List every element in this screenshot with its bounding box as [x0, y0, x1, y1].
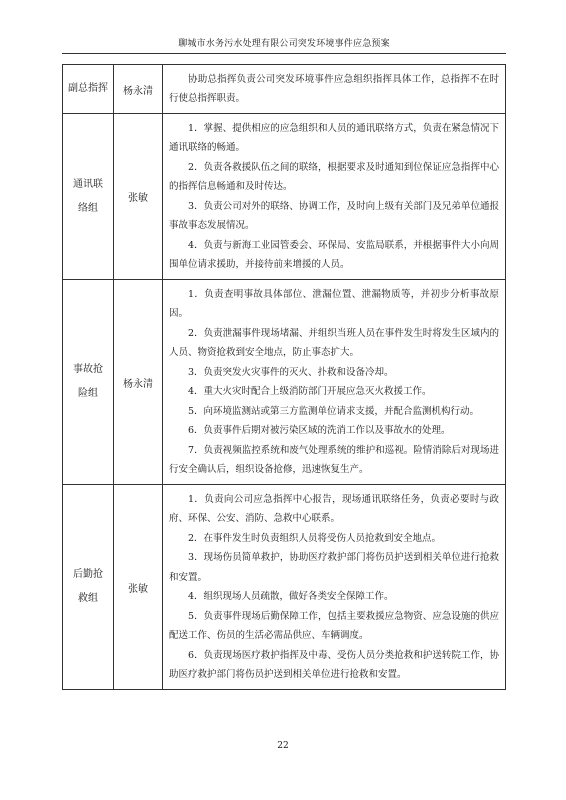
duty-item: 2．负责泄漏事件现场堵漏、并组织当班人员在事件发生时将发生区域内的人员、物资抢救到安全地点，防止事态扩大。 — [169, 327, 499, 358]
duty-item: 1．负责向公司应急指挥中心报告，现场通讯联络任务，负责必要时与政府、环保、公安、消防、急救中心联系。 — [169, 493, 499, 524]
person-cell: 张敏 — [114, 114, 163, 280]
duties-cell — [163, 280, 506, 485]
person-cell: 张敏 — [114, 485, 163, 690]
duty-item: 6．负责事件后期对被污染区域的洗消工作以及事故水的处理。 — [188, 425, 451, 436]
table-row — [63, 65, 506, 114]
page-number: 22 — [277, 741, 289, 751]
duty-item: 2．负责各救援队伍之间的联络，根据要求及时通知到位保证应急指挥中心的指挥信息畅通和及时传达。 — [169, 161, 499, 192]
duty-item: 6．负责现场医疗救护指挥及中毒、受伤人员分类抢救和护送转院工作，协助医疗救护部门将伤员护送到相关单位进行抢救和安置。 — [169, 649, 499, 680]
table-row — [63, 114, 506, 280]
duty-item: 1．掌握、提供相应的应急组织和人员的通讯联络方式，负责在紧急情况下通讯联络的畅通。 — [169, 122, 499, 153]
role-label: 通讯联络组 — [73, 178, 103, 214]
duty-item: 协助总指挥负责公司突发环境事件应急组织指挥具体工作，总指挥不在时行使总指挥职责。 — [169, 73, 499, 104]
duty-item: 4．重大火灾时配合上级消防部门开展应急灭火救援工作。 — [188, 386, 432, 397]
page-header-title: 聊城市水务污水处理有限公司突发环境事件应急预案 — [178, 39, 390, 49]
role-cell: 副总指挥 — [63, 65, 114, 114]
duties-cell — [163, 114, 506, 280]
duty-item: 3．负责突发火灾事件的灭火、扑救和设备冷却。 — [188, 366, 394, 378]
duties-cell — [163, 485, 506, 690]
role-label: 后勤抢救组 — [73, 569, 103, 604]
role-label: 事故抢险组 — [73, 364, 103, 399]
role-cell — [63, 114, 114, 280]
table-row — [63, 485, 506, 690]
duty-item: 5．向环境监测站或第三方监测单位请求支援，并配合监测机构行动。 — [188, 405, 480, 417]
role-cell — [63, 485, 114, 690]
duty-item: 3．现场伤员简单救护，协助医疗救护部门将伤员护送到相关单位进行抢救和安置。 — [169, 552, 499, 583]
person-cell: 杨永清 — [114, 65, 163, 114]
duty-item: 3．负责公司对外的联络、协调工作，及时向上级有关部门及兄弟单位通报事故事态发展情况。 — [169, 200, 499, 231]
duty-item: 1．负责查明事故具体部位、泄漏位置、泄漏物质等，并初步分析事故原因。 — [169, 288, 499, 319]
header-divider — [62, 53, 506, 54]
duty-item: 5．负责事件现场后勤保障工作，包括主要救援应急物资、应急设施的供应配送工作、伤员的生活必需品供应、车辆调度。 — [169, 610, 499, 641]
duty-item: 2．在事件发生时负责组织人员将受伤人员抢救到安全地点。 — [188, 532, 442, 544]
person-cell: 杨永清 — [114, 280, 163, 485]
responsibility-table — [62, 64, 506, 690]
duty-item: 4．负责与新海工业园管委会、环保局、安监局联系，并根据事件大小向周围单位请求援助，并接待前来增援的人员。 — [169, 239, 499, 270]
duty-item: 7．负责视频监控系统和废气处理系统的维护和巡视。险情消除后对现场进行安全确认后，组织设备抢修，迅速恢复生产。 — [169, 444, 499, 475]
table-row — [63, 280, 506, 485]
role-cell — [63, 280, 114, 485]
duties-cell — [163, 65, 506, 114]
duty-item: 4．组织现场人员疏散，做好各类安全保障工作。 — [188, 591, 394, 602]
